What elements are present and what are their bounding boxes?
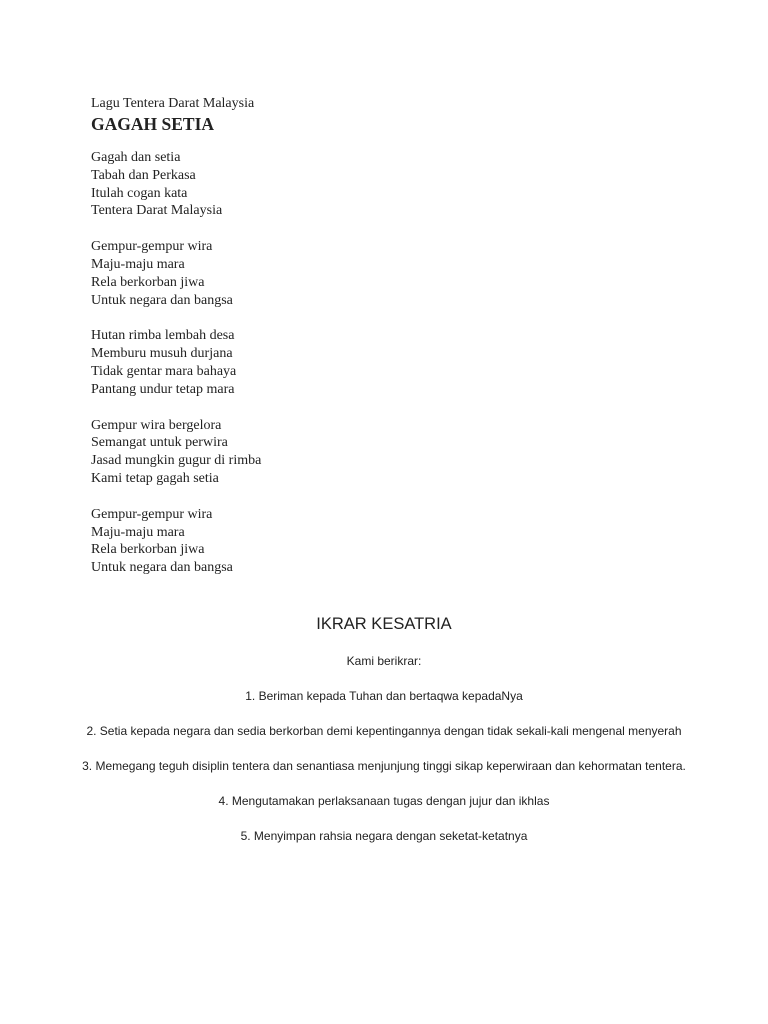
- pledge-item-4: 4. Mengutamakan perlaksanaan tugas dengan jujur dan ikhlas: [218, 794, 550, 808]
- lyric-line: Gempur-gempur wira: [91, 239, 213, 255]
- lyric-line: Tentera Darat Malaysia: [91, 203, 223, 219]
- lyric-line: Maju-maju mara: [91, 524, 185, 540]
- lyric-line: Pantang undur tetap mara: [91, 381, 235, 397]
- pledge-item-3: 3. Memegang teguh disiplin tentera dan senantiasa menjunjung tinggi sikap keperwiraan dan kehormatan tentera.: [82, 759, 686, 773]
- pledge-section: [80, 612, 688, 863]
- pledge-item-5: 5. Menyimpan rahsia negara dengan seketat-ketatnya: [240, 829, 528, 843]
- lyric-line: Itulah cogan kata: [91, 185, 188, 201]
- lyric-line: Tidak gentar mara bahaya: [91, 363, 237, 379]
- lyric-line: Semangat untuk perwira: [91, 435, 228, 451]
- lyric-line: Untuk negara dan bangsa: [91, 292, 233, 308]
- pledge-intro: Kami berikrar:: [346, 654, 422, 668]
- stanza-1: [91, 149, 651, 220]
- pledge-item-2: 2. Setia kepada negara dan sedia berkorban demi kepentingannya dengan tidak sekali-kali mengenal menyerah: [86, 724, 682, 738]
- lyric-line: Jasad mungkin gugur di rimba: [91, 453, 262, 469]
- song-section: [91, 95, 651, 595]
- lyric-line: Rela berkorban jiwa: [91, 274, 205, 290]
- lyric-line: Gempur wira bergelora: [91, 417, 222, 433]
- lyric-line: Gagah dan setia: [91, 150, 181, 165]
- pledge-item-1: 1. Beriman kepada Tuhan dan bertaqwa kepadaNya: [245, 689, 523, 703]
- lyric-line: Rela berkorban jiwa: [91, 542, 205, 558]
- lyric-line: Kami tetap gagah setia: [91, 470, 219, 486]
- stanza-4: [91, 417, 651, 488]
- lyric-line: Hutan rimba lembah desa: [91, 328, 235, 344]
- lyric-line: Gempur-gempur wira: [91, 506, 213, 522]
- lyric-line: Tabah dan Perkasa: [91, 167, 196, 183]
- pledge-title: IKRAR KESATRIA: [316, 615, 452, 633]
- stanza-3: [91, 327, 651, 398]
- lyric-line: Maju-maju mara: [91, 256, 185, 272]
- lyric-line: Memburu musuh durjana: [91, 346, 233, 362]
- lyric-line: Untuk negara dan bangsa: [91, 560, 233, 576]
- stanza-5: [91, 506, 651, 577]
- song-title: GAGAH SETIA: [91, 114, 215, 134]
- stanza-2: [91, 238, 651, 309]
- song-subtitle: Lagu Tentera Darat Malaysia: [91, 96, 255, 111]
